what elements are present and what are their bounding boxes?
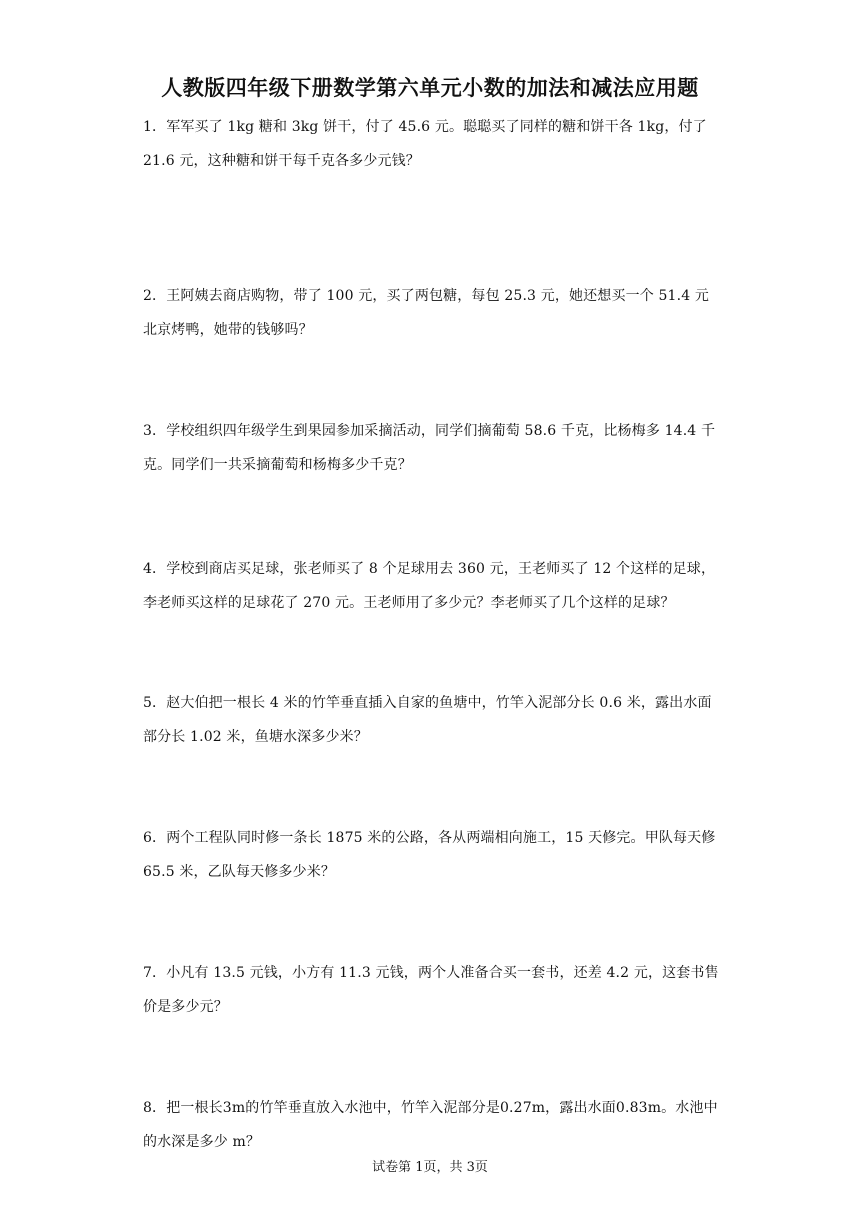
question-text: 1．军军买了 1kg 糖和 3kg 饼干，付了 45.6 元。聪聪买了同样的糖和饼干各 1kg，付了 21.6 元，这种糖和饼干每千克各多少元钱？ xyxy=(143,119,712,169)
question-text: 7．小凡有 13.5 元钱，小方有 11.3 元钱，两个人准备合买一套书，还差 4.2 元，这套书售价是多少元？ xyxy=(143,965,719,1015)
question-text: 6．两个工程队同时修一条长 1875 米的公路，各从两端相向施工，15 天修完。甲队每天修 65.5 米，乙队每天修多少米？ xyxy=(143,830,721,880)
question-text: 3．学校组织四年级学生到果园参加采摘活动，同学们摘葡萄 58.6 千克，比杨梅多 14.4 千克。同学们一共采摘葡萄和杨梅多少千克？ xyxy=(143,423,716,473)
question-4 xyxy=(143,552,719,620)
question-text: 8．把一根长3m的竹竿垂直放入水池中，竹竿入泥部分是0.27m，露出水面0.83m。水池中的水深是多少 m？ xyxy=(143,1100,718,1150)
question-1 xyxy=(143,110,719,178)
question-text: 2．王阿姨去商店购物，带了 100 元，买了两包糖，每包 25.3 元，她还想买一个 51.4 元北京烤鸭，她带的钱够吗？ xyxy=(143,288,710,338)
page-title: 人教版四年级下册数学第六单元小数的加法和减法应用题 xyxy=(161,76,699,100)
question-7 xyxy=(143,956,719,1024)
question-text: 5．赵大伯把一根长 4 米的竹竿垂直插入自家的鱼塘中，竹竿入泥部分长 0.6 米，露出水面部分长 1.02 米，鱼塘水深多少米？ xyxy=(143,695,712,745)
question-6 xyxy=(143,821,719,889)
question-8 xyxy=(143,1091,719,1159)
question-5 xyxy=(143,686,719,754)
page-footer: 试卷第 1页，共 3页 xyxy=(372,1160,488,1175)
question-2 xyxy=(143,279,719,347)
question-3 xyxy=(143,414,719,482)
question-text: 4．学校到商店买足球，张老师买了 8 个足球用去 360 元，王老师买了 12 个这样的足球，李老师买这样的足球花了 270 元。王老师用了多少元？李老师买了几个这样的足球？ xyxy=(143,561,716,611)
